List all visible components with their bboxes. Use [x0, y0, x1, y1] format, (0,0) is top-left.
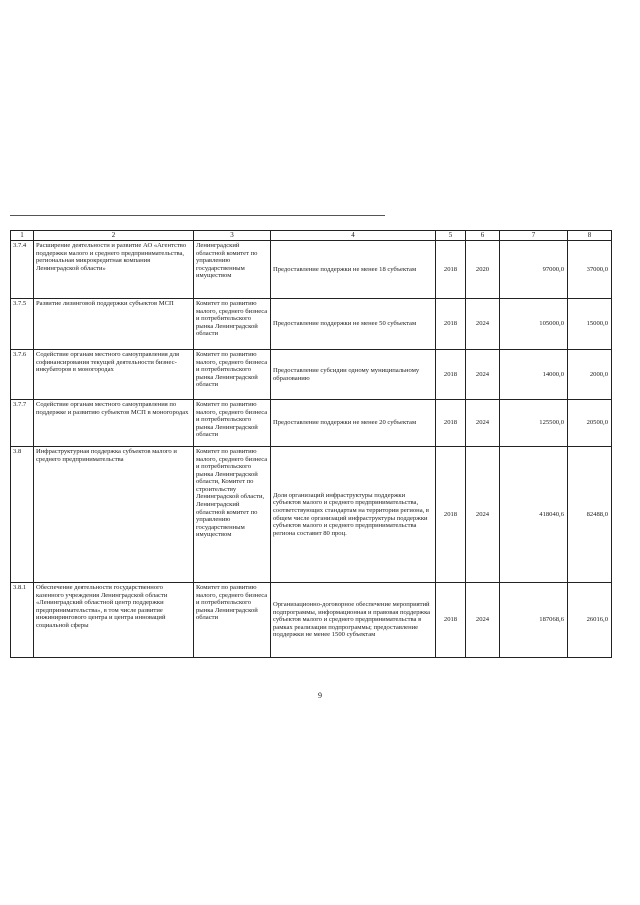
total-amount: 14000,0: [500, 350, 568, 400]
header-cell-1: 1: [11, 231, 34, 241]
row-number: 3.8: [11, 447, 34, 583]
table-row: [11, 447, 612, 583]
first-year-amount: 20500,0: [568, 400, 612, 447]
total-amount: 105000,0: [500, 299, 568, 350]
first-year-amount: 26016,0: [568, 583, 612, 658]
header-cell-4: 4: [271, 231, 436, 241]
expected-result: Предоставление субсидии одному муниципальному образованию: [271, 350, 436, 400]
scan-artifact-line: [10, 215, 385, 216]
table-row: [11, 583, 612, 658]
total-amount: 97000,0: [500, 241, 568, 299]
header-cell-2: 2: [34, 231, 194, 241]
expected-result: Предоставление поддержки не менее 18 субъектам: [271, 241, 436, 299]
measure-name: Инфраструктурная поддержка субъектов малого и среднего предпринимательства: [34, 447, 194, 583]
start-year: 2018: [436, 447, 466, 583]
expected-result: Организационно-договорное обеспечение мероприятий подпрограммы, информационная и правовая поддержка субъектов малого и среднего предпринимательства в рамках реализации подпрограммы; предоставление поддержки не менее 1500 субъектам: [271, 583, 436, 658]
start-year: 2018: [436, 299, 466, 350]
first-year-amount: 2000,0: [568, 350, 612, 400]
end-year: 2024: [466, 447, 500, 583]
end-year: 2024: [466, 350, 500, 400]
measure-name: Развитие лизинговой поддержки субъектов МСП: [34, 299, 194, 350]
total-amount: 187068,6: [500, 583, 568, 658]
executor: Комитет по развитию малого, среднего бизнеса и потребительского рынка Ленинградской области, Комитет по строительству Ленинградской области, Ленинградский областной комитет по управлению государственным имуществом: [194, 447, 271, 583]
total-amount: 418040,6: [500, 447, 568, 583]
expected-result: Доля организаций инфраструктуры поддержки субъектов малого и среднего предпринимательства, соответствующих стандартам на территории региона, в общем числе организаций инфраструктуры поддержки субъектов малого и среднего предпринимательства региона составит 80 проц.: [271, 447, 436, 583]
expected-result: Предоставление поддержки не менее 50 субъектам: [271, 299, 436, 350]
start-year: 2018: [436, 350, 466, 400]
program-table: [10, 230, 612, 658]
measure-name: Содействие органам местного самоуправления по поддержке и развитию субъектов МСП в моногородах: [34, 400, 194, 447]
start-year: 2018: [436, 583, 466, 658]
end-year: 2024: [466, 400, 500, 447]
row-number: 3.7.6: [11, 350, 34, 400]
header-cell-3: 3: [194, 231, 271, 241]
page-number: 9: [318, 691, 322, 700]
executor: Комитет по развитию малого, среднего бизнеса и потребительского рынка Ленинградской области: [194, 299, 271, 350]
row-number: 3.7.4: [11, 241, 34, 299]
row-number: 3.7.5: [11, 299, 34, 350]
total-amount: 125500,0: [500, 400, 568, 447]
first-year-amount: 82488,0: [568, 447, 612, 583]
header-cell-7: 7: [500, 231, 568, 241]
start-year: 2018: [436, 241, 466, 299]
table-row: [11, 350, 612, 400]
executor: Ленинградский областной комитет по управлению государственным имуществом: [194, 241, 271, 299]
row-number: 3.7.7: [11, 400, 34, 447]
first-year-amount: 15000,0: [568, 299, 612, 350]
start-year: 2018: [436, 400, 466, 447]
table-row: [11, 400, 612, 447]
end-year: 2024: [466, 299, 500, 350]
header-cell-6: 6: [466, 231, 500, 241]
executor: Комитет по развитию малого, среднего бизнеса и потребительского рынка Ленинградской области: [194, 350, 271, 400]
table-row: [11, 241, 612, 299]
first-year-amount: 37000,0: [568, 241, 612, 299]
header-cell-5: 5: [436, 231, 466, 241]
executor: Комитет по развитию малого, среднего бизнеса и потребительского рынка Ленинградской области: [194, 583, 271, 658]
table-header-row: [11, 231, 612, 241]
executor: Комитет по развитию малого, среднего бизнеса и потребительского рынка Ленинградской области: [194, 400, 271, 447]
table-row: [11, 299, 612, 350]
row-number: 3.8.1: [11, 583, 34, 658]
measure-name: Обеспечение деятельности государственного казенного учреждения Ленинградской области «Ленинградский областной центр поддержки предпринимательства», в том числе развитие инжинирингового центра и центра инноваций социальной сферы: [34, 583, 194, 658]
measure-name: Содействие органам местного самоуправления для софинансирования текущей деятельности бизнес-инкубаторов в моногородах: [34, 350, 194, 400]
measure-name: Расширение деятельности и развитие АО «Агентство поддержки малого и среднего предпринимательства, региональная микрокредитная компания Ленинградской области»: [34, 241, 194, 299]
header-cell-8: 8: [568, 231, 612, 241]
expected-result: Предоставление поддержки не менее 20 субъектам: [271, 400, 436, 447]
end-year: 2024: [466, 583, 500, 658]
end-year: 2020: [466, 241, 500, 299]
